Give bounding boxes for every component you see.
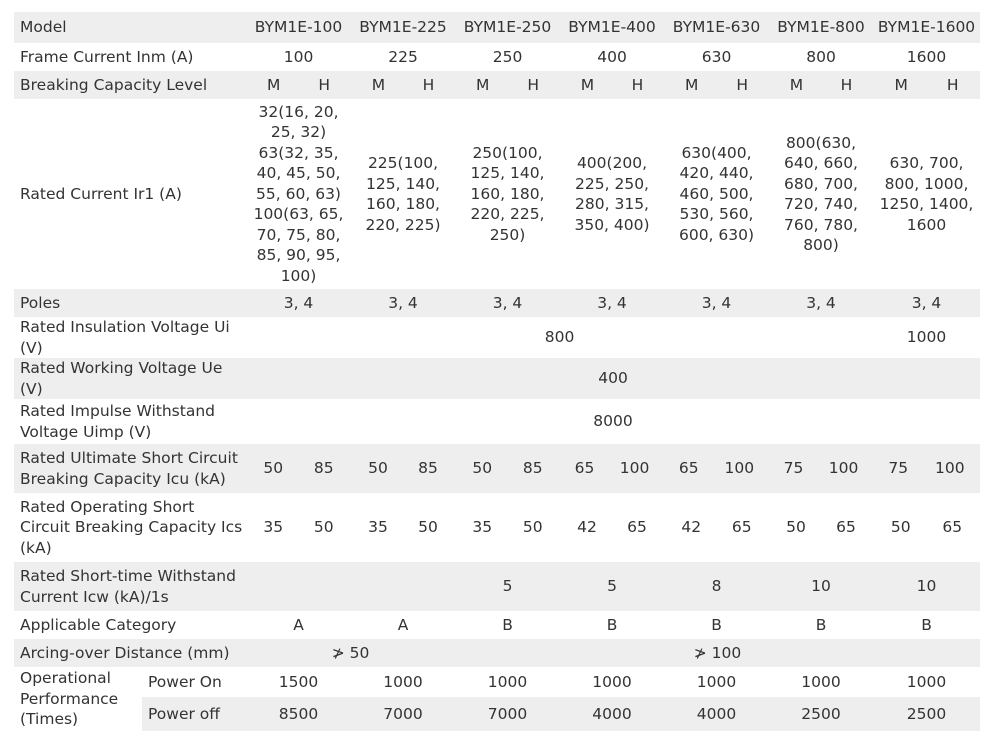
table-cell: 3, 4 [455,289,560,317]
icu-m: 65 [574,459,595,478]
table-cell: 3, 4 [351,289,455,317]
table-cell: B [664,611,769,639]
row-label: Rated Impulse Withstand Voltage Uimp (V) [14,399,246,444]
table-cell: 800 [246,317,873,358]
level-h: H [736,75,749,94]
ics-h: 50 [418,518,438,537]
table-cell: 800 [769,43,873,71]
table-cell: 250 [455,43,560,71]
icu-m: 75 [783,459,804,478]
spec-table [14,12,980,731]
table-cell [769,71,873,99]
icu-m: 65 [678,459,699,478]
table-cell [664,444,769,493]
ics-m: 42 [577,518,597,537]
table-cell [455,444,560,493]
table-cell [351,71,455,99]
table-cell: B [455,611,560,639]
row-label: Rated Ultimate Short Circuit Breaking Capacity Icu (kA) [14,444,246,493]
row-label: Operational Performance (Times) [14,667,142,731]
table-cell: 630 [664,43,769,71]
table-cell: 5 [560,562,664,611]
table-cell: 3, 4 [246,289,351,317]
ics-m: 50 [786,518,806,537]
table-cell: 800(630, 640, 660, 680, 700, 720, 740, 760, 780, 800) [769,99,873,289]
ics-m: 35 [472,518,493,537]
table-cell: B [769,611,873,639]
table-cell: 225(100, 125, 140, 160, 180, 220, 225) [351,99,455,289]
table-cell: 5 [455,562,560,611]
table-cell: A [351,611,455,639]
level-m: M [371,75,386,94]
power-off-row [14,697,980,731]
table-cell: 3, 4 [873,289,980,317]
ics-h: 50 [313,518,334,537]
table-cell: 4000 [560,697,664,731]
poles-row [14,289,980,317]
icu-row [14,444,980,493]
table-cell: 1000 [664,667,769,697]
model-name: BYM1E-400 [560,12,664,43]
level-m: M [267,75,281,94]
row-label: Frame Current Inm (A) [14,43,246,71]
table-cell: 400(200, 225, 250, 280, 315, 350, 400) [560,99,664,289]
table-cell: ≯ 50 [246,639,455,667]
table-cell: 10 [873,562,980,611]
table-cell: 630, 700, 800, 1000, 1250, 1400, 1600 [873,99,980,289]
icu-h: 85 [522,459,543,478]
table-cell: 8500 [246,697,351,731]
level-m: M [580,75,595,94]
table-cell: 1000 [455,667,560,697]
arcing-row [14,639,980,667]
ics-h: 50 [522,518,543,537]
table-cell [873,493,980,562]
ics-h: 65 [836,518,856,537]
model-name: BYM1E-225 [351,12,455,43]
level-m: M [789,75,804,94]
row-label: Arcing-over Distance (mm) [14,639,246,667]
ics-m: 35 [263,518,284,537]
table-cell [769,493,873,562]
row-label: Rated Insulation Voltage Ui (V) [14,317,246,358]
model-name: BYM1E-1600 [873,12,980,43]
table-cell [246,562,351,611]
model-header-row [14,12,980,43]
table-cell: 2500 [873,697,980,731]
row-label: Rated Short-time Withstand Current Icw (kA)/1s [14,562,246,611]
icu-m: 75 [888,459,909,478]
table-cell: 1000 [873,317,980,358]
row-label: Rated Working Voltage Ue (V) [14,358,246,399]
icu-m: 50 [472,459,493,478]
table-cell [246,71,351,99]
table-cell: 1600 [873,43,980,71]
impulse-voltage-row [14,399,980,444]
table-cell [873,444,980,493]
table-cell: 8 [664,562,769,611]
row-label: Applicable Category [14,611,246,639]
icu-m: 50 [263,459,284,478]
icu-h: 100 [724,459,755,478]
table-cell [246,444,351,493]
icu-h: 100 [934,459,965,478]
icu-h: 85 [418,459,438,478]
level-h: H [946,75,959,94]
table-cell: 225 [351,43,455,71]
row-label: Poles [14,289,246,317]
ics-m: 42 [681,518,702,537]
icu-h: 85 [313,459,334,478]
table-cell: 1500 [246,667,351,697]
table-cell [560,444,664,493]
table-cell: ≯ 100 [455,639,980,667]
table-cell [455,71,560,99]
table-cell: 1000 [873,667,980,697]
table-cell [664,493,769,562]
table-cell: 630(400, 420, 440, 460, 500, 530, 560, 600, 630) [664,99,769,289]
icu-m: 50 [368,459,388,478]
table-cell [246,493,351,562]
icw-row [14,562,980,611]
table-cell [560,71,664,99]
table-cell [351,444,455,493]
table-cell: B [560,611,664,639]
table-cell: 4000 [664,697,769,731]
level-h: H [422,75,435,94]
table-cell: 100 [246,43,351,71]
ics-row [14,493,980,562]
model-name: BYM1E-800 [769,12,873,43]
table-cell: 7000 [351,697,455,731]
table-cell [351,493,455,562]
level-m: M [476,75,490,94]
table-cell [351,562,455,611]
row-label: Model [14,12,246,43]
table-cell: B [873,611,980,639]
row-label: Breaking Capacity Level [14,71,246,99]
table-cell [455,493,560,562]
ics-h: 65 [731,518,752,537]
icu-h: 100 [619,459,650,478]
table-cell: 8000 [246,399,980,444]
category-row [14,611,980,639]
power-on-row [14,667,980,697]
table-cell: 1000 [560,667,664,697]
row-label: Rated Current Ir1 (A) [14,99,246,289]
level-m: M [894,75,908,94]
table-cell: 400 [246,358,980,399]
table-cell: 2500 [769,697,873,731]
working-voltage-row [14,358,980,399]
sub-label: Power off [142,697,246,731]
table-cell: 3, 4 [664,289,769,317]
model-name: BYM1E-630 [664,12,769,43]
model-name: BYM1E-250 [455,12,560,43]
level-m: M [685,75,699,94]
row-label: Rated Operating Short Circuit Breaking Capacity Ics (kA) [14,493,246,562]
table-cell [664,71,769,99]
ics-h: 65 [942,518,963,537]
table-cell: 1000 [351,667,455,697]
table-cell: 10 [769,562,873,611]
ics-m: 35 [368,518,388,537]
frame-current-row [14,43,980,71]
insulation-voltage-row [14,317,980,358]
table-cell: 400 [560,43,664,71]
level-h: H [318,75,331,94]
table-cell: 32(16, 20, 25, 32) 63(32, 35, 40, 45, 50, 55, 60, 63) 100(63, 65, 70, 75, 80, 85, 90, 95, 100) [246,99,351,289]
table-cell [873,71,980,99]
ics-m: 50 [890,518,911,537]
table-cell: 1000 [769,667,873,697]
table-cell [560,493,664,562]
sub-label: Power On [142,667,246,697]
icu-h: 100 [828,459,859,478]
table-cell: 3, 4 [560,289,664,317]
table-cell: 3, 4 [769,289,873,317]
rated-current-row [14,99,980,289]
breaking-level-row [14,71,980,99]
ics-h: 65 [627,518,647,537]
model-name: BYM1E-100 [246,12,351,43]
table-cell: A [246,611,351,639]
level-h: H [840,75,853,94]
table-cell: 7000 [455,697,560,731]
level-h: H [631,75,644,94]
table-cell: 250(100, 125, 140, 160, 180, 220, 225, 250) [455,99,560,289]
table-cell [769,444,873,493]
level-h: H [527,75,540,94]
